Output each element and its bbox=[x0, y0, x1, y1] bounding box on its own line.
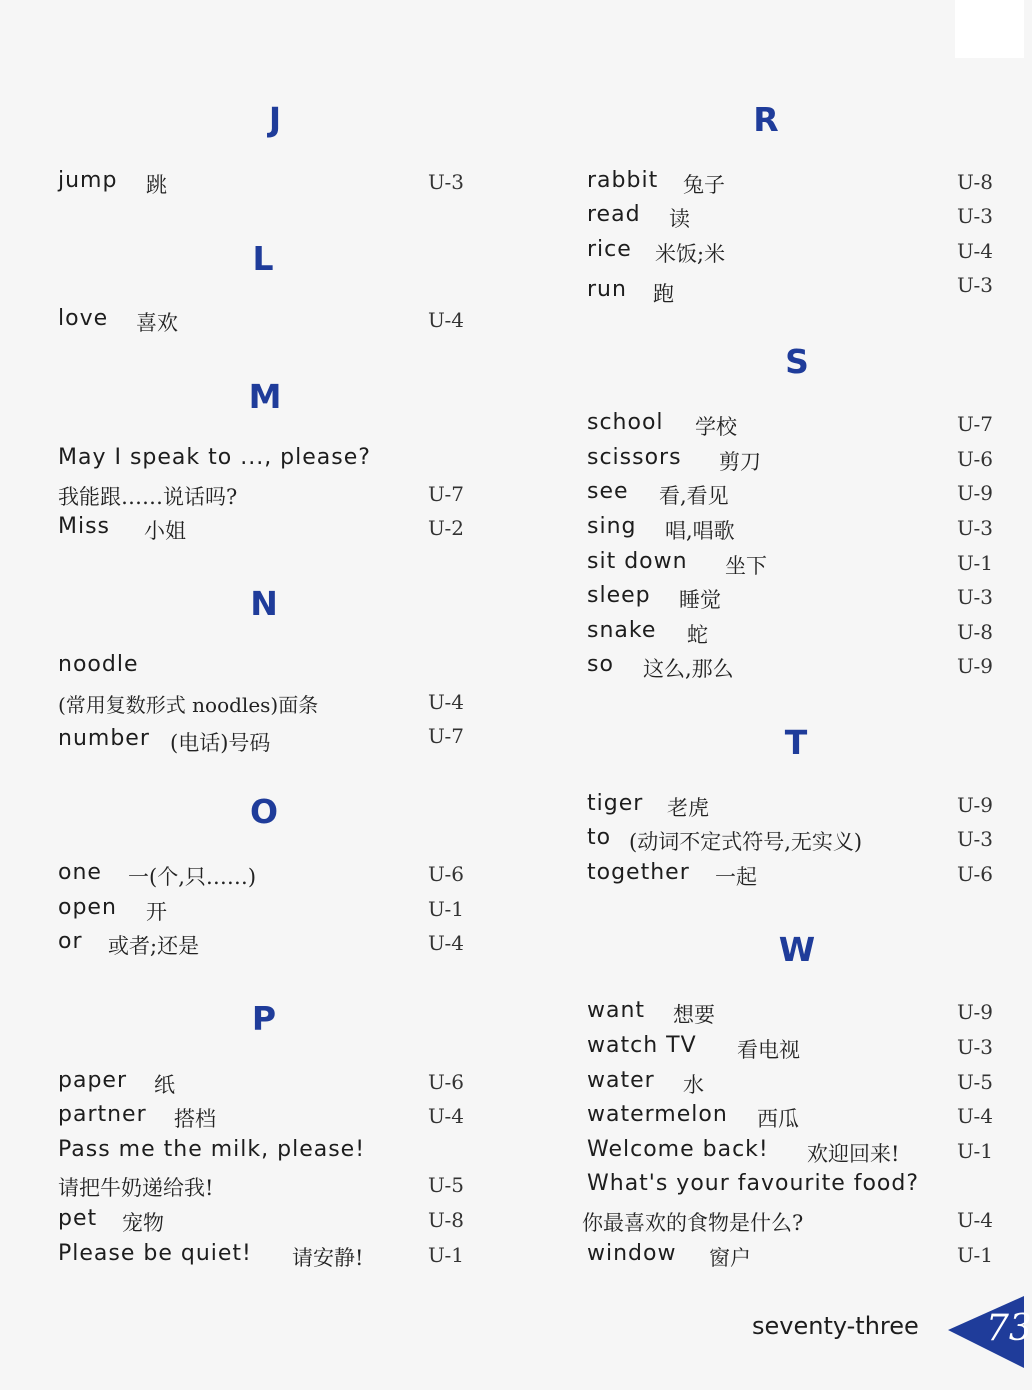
entry-translation: 兔子 bbox=[683, 173, 725, 197]
entry-unit: U-8 bbox=[957, 170, 993, 194]
entry-unit: U-4 bbox=[428, 931, 464, 955]
section-letter-t: T bbox=[784, 723, 808, 762]
entry-translation: (动词不定式符号,无实义) bbox=[629, 830, 863, 854]
entry-word: tiger bbox=[587, 791, 644, 816]
entry-unit: U-4 bbox=[428, 690, 464, 714]
entry-unit: U-9 bbox=[957, 654, 993, 678]
entry-translation: 米饭;米 bbox=[655, 242, 726, 266]
entry-word: scissors bbox=[587, 445, 682, 470]
scan-corner bbox=[955, 0, 1024, 58]
entry-word: open bbox=[58, 895, 117, 920]
entry-translation: 开 bbox=[146, 900, 167, 924]
entry-translation: 想要 bbox=[673, 1003, 715, 1027]
entry-word: to bbox=[587, 825, 612, 850]
page-number-word: seventy-three bbox=[752, 1312, 919, 1340]
entry-unit: U-2 bbox=[428, 516, 464, 540]
entry-translation: 蛇 bbox=[687, 623, 708, 647]
entry-translation: 搭档 bbox=[174, 1107, 216, 1131]
entry-word: rabbit bbox=[587, 168, 659, 193]
section-letter-p: P bbox=[251, 999, 277, 1038]
entry-word: one bbox=[58, 860, 102, 885]
entry-translation: 剪刀 bbox=[719, 450, 761, 474]
section-letter-l: L bbox=[252, 239, 274, 278]
entry-translation: 睡觉 bbox=[679, 588, 721, 612]
entry-unit: U-3 bbox=[957, 1035, 993, 1059]
entry-unit: U-6 bbox=[957, 862, 993, 886]
entry-word: number bbox=[58, 726, 150, 751]
section-letter-j: J bbox=[268, 100, 282, 139]
entry-unit: U-4 bbox=[428, 1104, 464, 1128]
entry-unit: U-9 bbox=[957, 793, 993, 817]
entry-word: pet bbox=[58, 1206, 98, 1231]
entry-translation: 欢迎回来! bbox=[807, 1142, 900, 1166]
entry-translation: 读 bbox=[669, 207, 690, 231]
entry-translation: 请安静! bbox=[292, 1246, 364, 1270]
entry-word: or bbox=[58, 929, 83, 954]
entry-word: so bbox=[587, 652, 614, 677]
entry-unit: U-3 bbox=[957, 516, 993, 540]
entry-word: watermelon bbox=[587, 1102, 728, 1127]
entry-unit: U-6 bbox=[428, 1070, 464, 1094]
entry-word: May I speak to ..., please? bbox=[58, 445, 371, 470]
entry-unit: U-4 bbox=[957, 1208, 993, 1232]
entry-unit: U-4 bbox=[957, 239, 993, 263]
entry-word: together bbox=[587, 860, 690, 885]
entry-unit: U-9 bbox=[957, 1000, 993, 1024]
entry-translation: 宠物 bbox=[122, 1211, 164, 1235]
entry-unit: U-1 bbox=[957, 551, 993, 575]
entry-translation: 学校 bbox=[695, 415, 737, 439]
entry-word: Miss bbox=[58, 514, 111, 539]
entry-word: snake bbox=[587, 618, 657, 643]
entry-translation: 你最喜欢的食物是什么? bbox=[582, 1211, 804, 1235]
entry-translation: 看电视 bbox=[737, 1038, 800, 1062]
entry-unit: U-7 bbox=[957, 412, 993, 436]
entry-word: rice bbox=[587, 237, 632, 262]
entry-translation: 西瓜 bbox=[757, 1107, 799, 1131]
entry-word: see bbox=[587, 479, 629, 504]
entry-translation: 小姐 bbox=[144, 519, 186, 543]
entry-word: read bbox=[587, 202, 641, 227]
entry-unit: U-1 bbox=[957, 1243, 993, 1267]
entry-translation: 老虎 bbox=[667, 796, 709, 820]
page-number: 73 bbox=[986, 1308, 1032, 1349]
entry-translation: 喜欢 bbox=[136, 311, 178, 335]
entry-translation: 纸 bbox=[154, 1073, 175, 1097]
entry-word: partner bbox=[58, 1102, 147, 1127]
entry-unit: U-9 bbox=[957, 481, 993, 505]
entry-unit: U-6 bbox=[957, 447, 993, 471]
entry-word: Please be quiet! bbox=[58, 1241, 252, 1266]
entry-translation: 这么,那么 bbox=[643, 657, 734, 681]
entry-word: Pass me the milk, please! bbox=[58, 1137, 366, 1162]
entry-unit: U-3 bbox=[428, 170, 464, 194]
entry-word: What's your favourite food? bbox=[587, 1171, 920, 1196]
entry-word: Welcome back! bbox=[587, 1137, 769, 1162]
entry-word: run bbox=[587, 277, 627, 302]
section-letter-s: S bbox=[785, 342, 809, 381]
entry-translation: 跑 bbox=[653, 282, 674, 306]
entry-word: watch TV bbox=[587, 1033, 697, 1058]
section-letter-n: N bbox=[250, 584, 278, 623]
entry-word: paper bbox=[58, 1068, 127, 1093]
entry-unit: U-3 bbox=[957, 273, 993, 297]
entry-unit: U-5 bbox=[428, 1173, 464, 1197]
entry-word: window bbox=[587, 1241, 677, 1266]
section-letter-w: W bbox=[778, 930, 816, 969]
entry-word: sleep bbox=[587, 583, 651, 608]
entry-unit: U-3 bbox=[957, 204, 993, 228]
entry-word: noodle bbox=[58, 652, 139, 677]
entry-translation: 一(个,只……) bbox=[128, 865, 257, 889]
entry-unit: U-1 bbox=[957, 1139, 993, 1163]
entry-unit: U-3 bbox=[957, 827, 993, 851]
entry-translation: 看,看见 bbox=[659, 484, 729, 508]
entry-unit: U-5 bbox=[957, 1070, 993, 1094]
entry-unit: U-7 bbox=[428, 482, 464, 506]
entry-unit: U-4 bbox=[957, 1104, 993, 1128]
entry-unit: U-8 bbox=[428, 1208, 464, 1232]
entry-translation: 窗户 bbox=[709, 1246, 751, 1270]
entry-unit: U-6 bbox=[428, 862, 464, 886]
entry-word: want bbox=[587, 998, 646, 1023]
entry-word: jump bbox=[58, 168, 118, 193]
section-letter-o: O bbox=[249, 792, 279, 831]
entry-unit: U-8 bbox=[957, 620, 993, 644]
entry-unit: U-7 bbox=[428, 724, 464, 748]
section-letter-r: R bbox=[753, 100, 779, 139]
entry-word: school bbox=[587, 410, 664, 435]
entry-translation: 我能跟……说话吗? bbox=[58, 485, 238, 509]
section-letter-m: M bbox=[248, 377, 282, 416]
entry-unit: U-1 bbox=[428, 1243, 464, 1267]
entry-translation: 唱,唱歌 bbox=[665, 519, 735, 543]
entry-word: sit down bbox=[587, 549, 688, 574]
entry-translation: 一起 bbox=[715, 865, 757, 889]
entry-translation: 跳 bbox=[146, 173, 167, 197]
entry-translation: 坐下 bbox=[725, 554, 767, 578]
entry-word: love bbox=[58, 306, 109, 331]
entry-translation: 水 bbox=[683, 1073, 704, 1097]
entry-translation: (常用复数形式 noodles)面条 bbox=[58, 693, 319, 717]
entry-unit: U-1 bbox=[428, 897, 464, 921]
entry-translation: (电话)号码 bbox=[170, 731, 271, 755]
entry-word: water bbox=[587, 1068, 655, 1093]
entry-unit: U-3 bbox=[957, 585, 993, 609]
entry-translation: 请把牛奶递给我! bbox=[58, 1176, 214, 1200]
entry-translation: 或者;还是 bbox=[108, 934, 200, 958]
entry-word: sing bbox=[587, 514, 637, 539]
entry-unit: U-4 bbox=[428, 308, 464, 332]
